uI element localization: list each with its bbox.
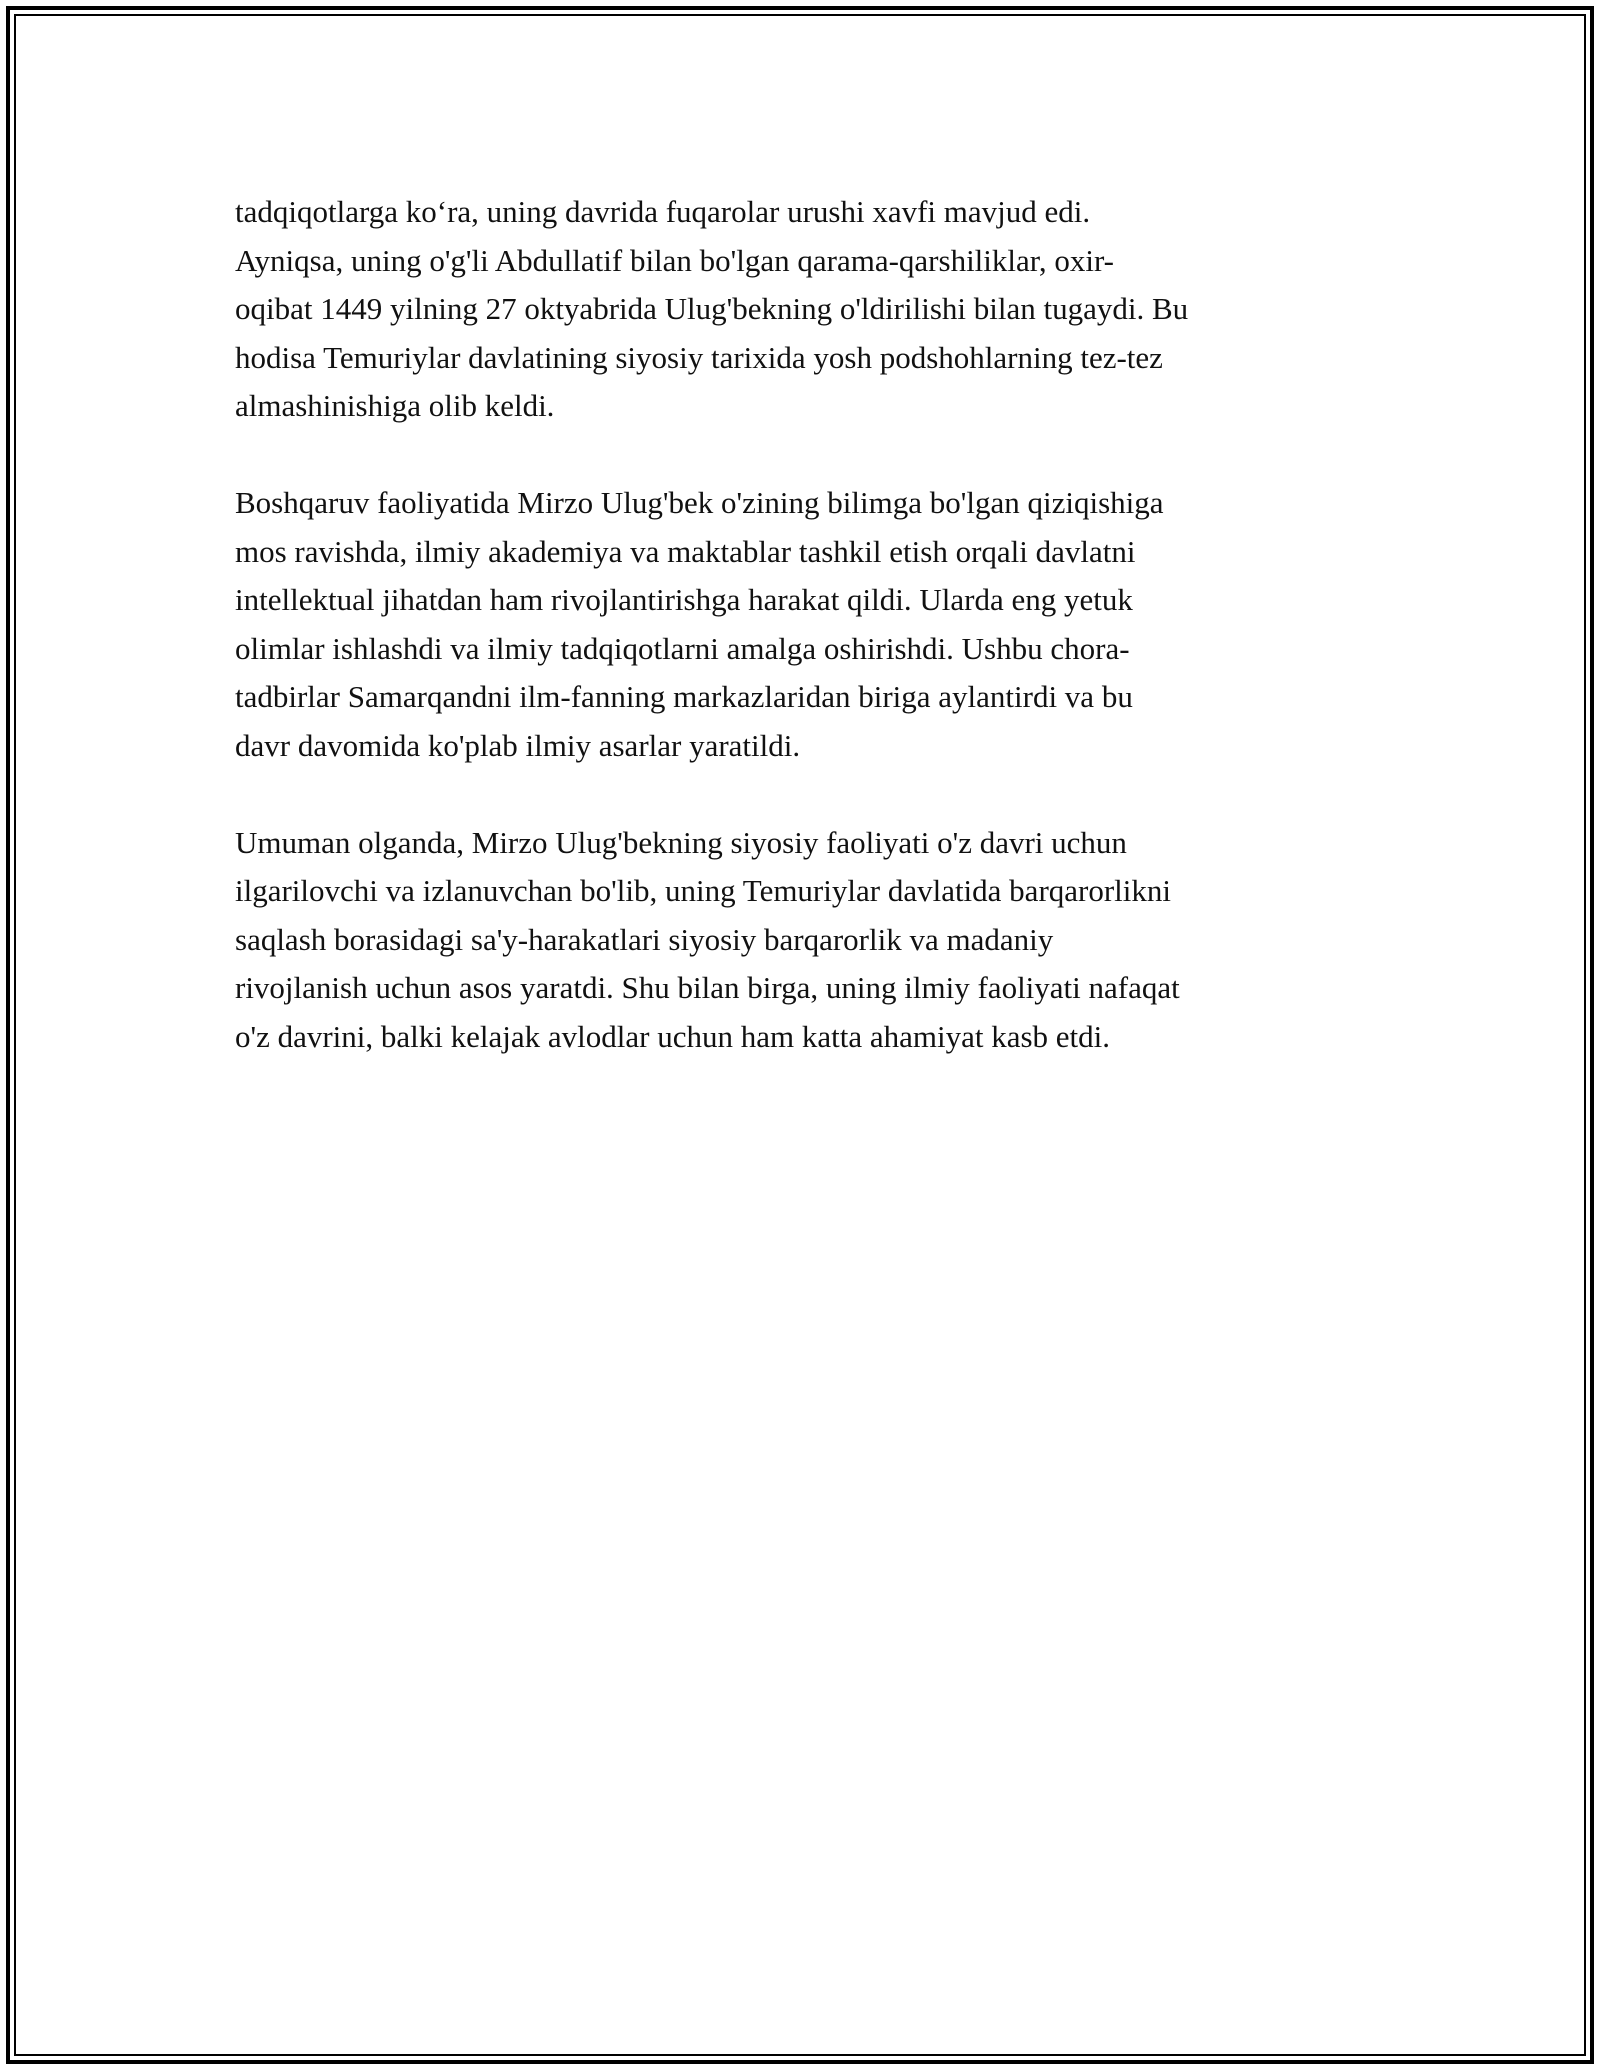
document-body: [235, 188, 1375, 1061]
text-line: ilgarilovchi va izlanuvchan bo'lib, uning Temuriylar davlatida barqarorlikni: [235, 873, 1172, 908]
text-line: tadbirlar Samarqandni ilm-fanning markazlaridan biriga aylantirdi va bu: [235, 679, 1133, 714]
paragraph-1: [235, 188, 1375, 431]
text-line: davr davomida ko'plab ilmiy asarlar yaratildi.: [235, 727, 801, 763]
paragraph-spacer: [235, 431, 1375, 480]
text-line: intellektual jihatdan ham rivojlantirishga harakat qildi. Ularda eng yetuk: [235, 582, 1133, 617]
text-line: Ayniqsa, uning o'g'li Abdullatif bilan bo'lgan qarama-qarshiliklar, oxir-: [235, 242, 1115, 278]
text-line: o'z davrini, balki kelajak avlodlar uchun ham katta ahamiyat kasb etdi.: [235, 1018, 1111, 1054]
text-line: saqlash borasidagi sa'y-harakatlari siyosiy barqarorlik va madaniy: [235, 921, 1054, 957]
text-line: Boshqaruv faoliyatida Mirzo Ulug'bek o'zining bilimga bo'lgan qiziqishiga: [235, 485, 1164, 520]
text-line: Umuman olganda, Mirzo Ulug'bekning siyosiy faoliyati o'z davri uchun: [235, 824, 1127, 860]
text-line: hodisa Temuriylar davlatining siyosiy tarixida yosh podshohlarning tez-tez: [235, 339, 1163, 375]
paragraph-2: [235, 479, 1375, 770]
text-line: rivojlanish uchun asos yaratdi. Shu bilan birga, uning ilmiy faoliyati nafaqat: [235, 970, 1180, 1005]
text-line: tadqiqotlarga ko‘ra, uning davrida fuqarolar urushi xavfi mavjud edi.: [235, 194, 1091, 229]
text-line: mos ravishda, ilmiy akademiya va maktablar tashkil etish orqali davlatni: [235, 533, 1136, 569]
text-line: almashinishiga olib keldi.: [235, 388, 555, 423]
paragraph-3: [235, 819, 1375, 1062]
text-line: oqibat 1449 yilning 27 oktyabrida Ulug'bekning o'ldirilishi bilan tugaydi. Bu: [235, 291, 1189, 326]
paragraph-spacer: [235, 770, 1375, 819]
text-line: olimlar ishlashdi va ilmiy tadqiqotlarni amalga oshirishdi. Ushbu chora-: [235, 630, 1130, 666]
